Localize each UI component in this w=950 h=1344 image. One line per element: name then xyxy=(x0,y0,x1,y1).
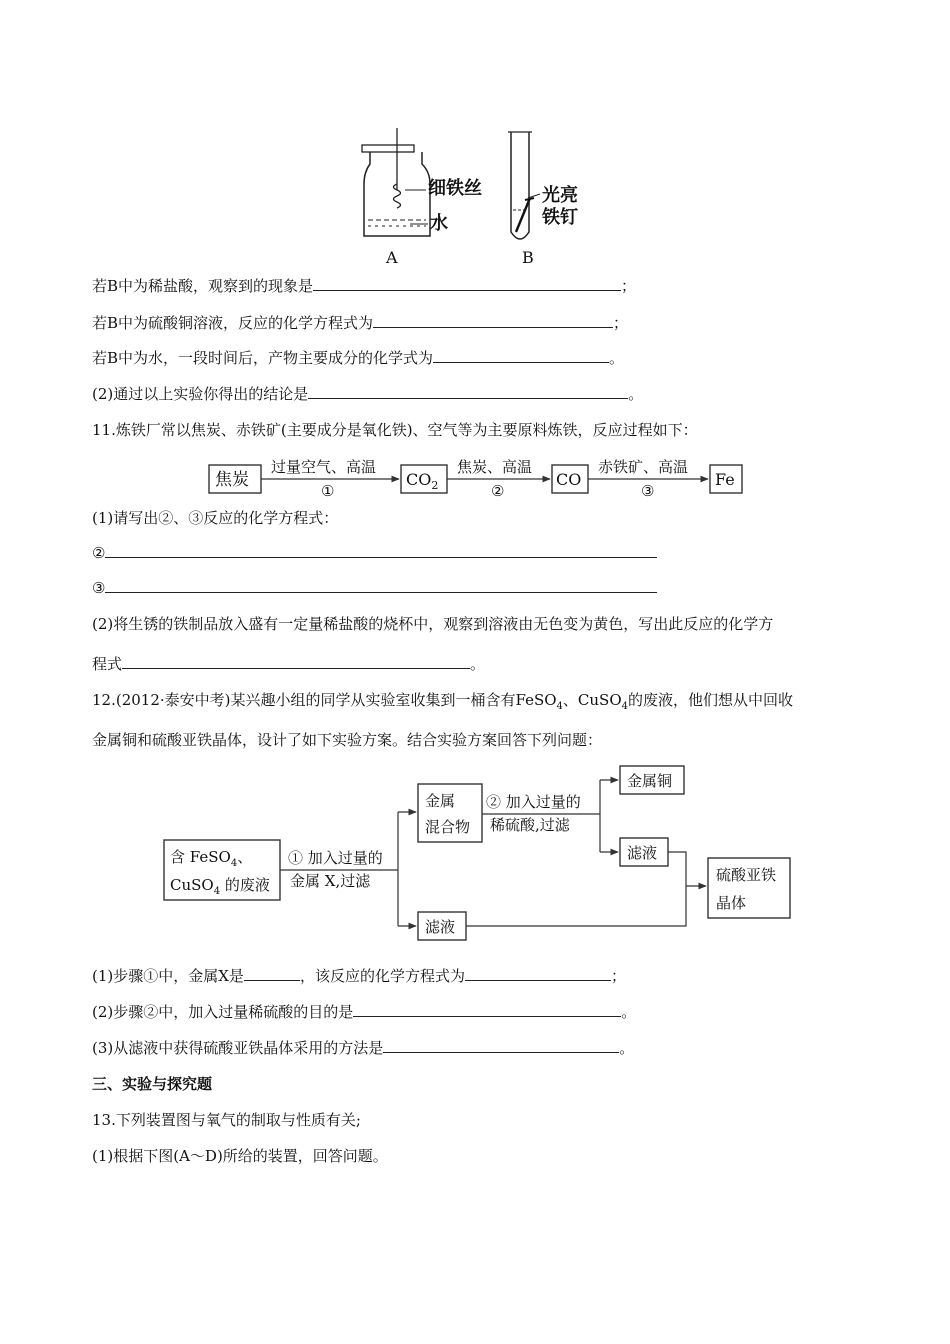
svg-text:含 FeSO4、: 含 FeSO$_4$、 xyxy=(170,848,253,869)
answer-blank[interactable] xyxy=(465,966,611,981)
label-nail-1: 光亮 xyxy=(542,185,578,206)
q10-line3: 若B中为水，一段时间后，产物主要成分的化学式为 。 xyxy=(92,349,625,367)
answer-blank[interactable] xyxy=(313,276,621,291)
svg-text:CuSO4 的废液: CuSO$_4$ 的废液 xyxy=(170,876,270,897)
test-tube-b xyxy=(508,132,540,239)
svg-text:硫酸亚铁: 硫酸亚铁 xyxy=(716,866,777,884)
svg-text:Fe: Fe xyxy=(715,470,735,489)
answer-blank[interactable] xyxy=(244,966,300,981)
label-nail-2: 铁钉 xyxy=(542,207,578,228)
label-wire: 细铁丝 xyxy=(428,178,482,199)
svg-text:稀硫酸,过滤: 稀硫酸,过滤 xyxy=(490,816,570,834)
q12-sub3: (3)从滤液中获得硫酸亚铁晶体采用的方法是 。 xyxy=(92,1039,635,1057)
svg-text:①: ① xyxy=(321,482,335,500)
answer-blank[interactable] xyxy=(373,313,613,328)
q10-line2: 若B中为硫酸铜溶液，反应的化学方程式为 ； xyxy=(92,314,629,332)
svg-text:CO: CO xyxy=(556,470,582,489)
answer-blank[interactable] xyxy=(308,384,628,399)
q13-sub1: (1)根据下图(A～D)所给的装置，回答问题。 xyxy=(92,1147,388,1165)
answer-blank[interactable] xyxy=(433,348,609,363)
q11-sub2-line1: (2)将生锈的铁制品放入盛有一定量稀盐酸的烧杯中，观察到溶液由无色变为黄色，写出此反应的化学方 xyxy=(92,615,774,633)
q11-sub1: (1)请写出②、③反应的化学方程式： xyxy=(92,509,339,527)
q10-line1: 若B中为稀盐酸，观察到的现象是 ； xyxy=(92,277,637,295)
svg-text:滤液: 滤液 xyxy=(627,844,658,862)
svg-text:晶体: 晶体 xyxy=(716,894,747,912)
q11-stem: 11.炼铁厂常以焦炭、赤铁矿(主要成分是氧化铁)、空气等为主要原料炼铁，反应过程如下： xyxy=(92,421,698,439)
q11-flow-diagram xyxy=(205,453,750,505)
answer-blank[interactable] xyxy=(122,654,470,669)
q12-stem-1: 12.(2012·泰安中考)某兴趣小组的同学从实验室收集到一桶含有FeSO$_4$、CuSO$_4$的废液，他们想从中回收 xyxy=(92,691,794,712)
svg-text:焦炭、高温: 焦炭、高温 xyxy=(457,458,533,476)
answer-blank[interactable] xyxy=(105,543,657,558)
svg-text:过量空气、高温: 过量空气、高温 xyxy=(271,458,377,476)
svg-text:① 加入过量的: ① 加入过量的 xyxy=(288,849,383,867)
svg-text:② 加入过量的: ② 加入过量的 xyxy=(486,793,581,811)
svg-text:焦炭: 焦炭 xyxy=(215,470,249,490)
q11-answer-2: ② xyxy=(92,543,657,563)
answer-blank[interactable] xyxy=(105,578,657,593)
svg-text:赤铁矿、高温: 赤铁矿、高温 xyxy=(598,458,689,476)
label-water: 水 xyxy=(430,213,448,234)
apparatus-figure xyxy=(350,128,600,270)
q12-stem-2: 金属铜和硫酸亚铁晶体，设计了如下实验方案。结合实验方案回答下列问题： xyxy=(92,731,603,749)
q11-answer-3: ③ xyxy=(92,578,657,598)
q13-stem: 13.下列装置图与氧气的制取与性质有关; xyxy=(92,1111,361,1129)
svg-text:金属铜: 金属铜 xyxy=(627,772,673,790)
section-heading: 三、实验与探究题 xyxy=(92,1075,213,1093)
svg-text:CO2: $CO_2$ xyxy=(406,470,439,492)
svg-text:②: ② xyxy=(491,482,505,500)
svg-text:③: ③ xyxy=(641,482,655,500)
gas-bottle-a xyxy=(362,128,430,236)
q12-sub2: (2)步骤②中，加入过量稀硫酸的目的是 。 xyxy=(92,1003,637,1021)
q12-flow-diagram xyxy=(160,762,800,942)
svg-text:滤液: 滤液 xyxy=(425,918,456,936)
q12-sub1: (1)步骤①中，金属X是 ，该反应的化学方程式为 ； xyxy=(92,967,626,985)
q11-sub2-line2: 程式 。 xyxy=(92,655,486,673)
label-b: B xyxy=(522,248,534,267)
svg-text:金属 X,过滤: 金属 X,过滤 xyxy=(290,872,371,890)
label-a: A xyxy=(386,248,398,267)
svg-text:金属: 金属 xyxy=(425,792,456,810)
q10-line4: (2)通过以上实验你得出的结论是 。 xyxy=(92,385,644,403)
answer-blank[interactable] xyxy=(353,1002,621,1017)
svg-text:混合物: 混合物 xyxy=(425,818,471,836)
answer-blank[interactable] xyxy=(383,1038,619,1053)
